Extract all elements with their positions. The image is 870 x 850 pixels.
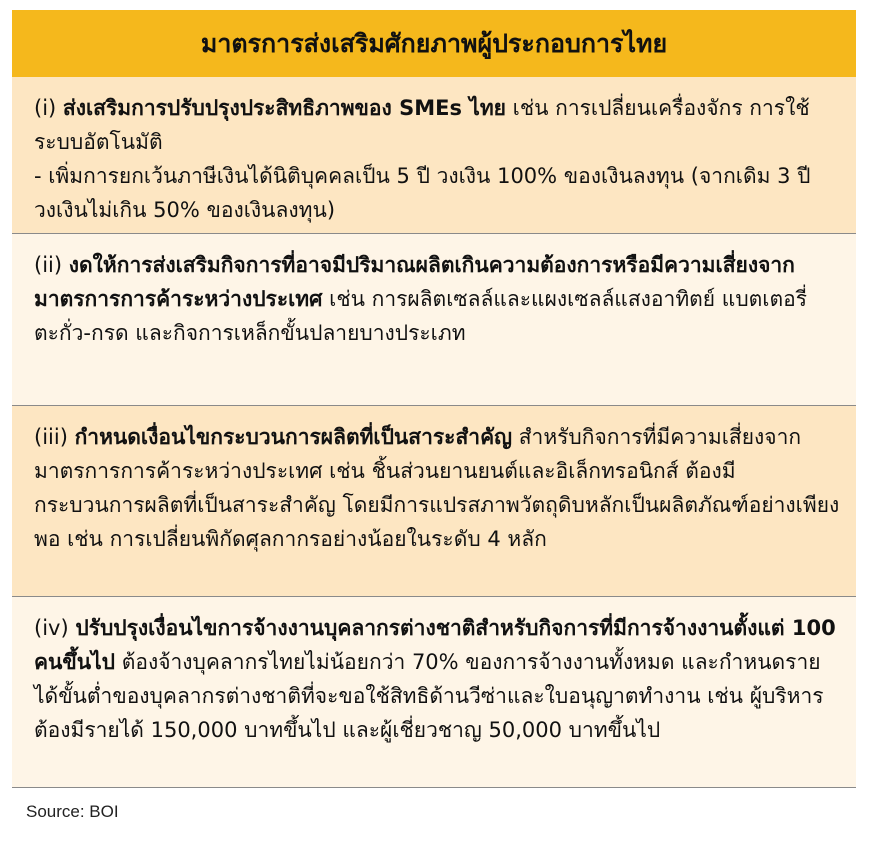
measure-description: เช่น การผลิตเซลล์และแผงเซลล์แสงอาทิตย์ แบตเตอรี่ตะกั่ว-กรด และกิจการเหล็กขั้นปลายบางประเภท: [34, 287, 807, 345]
measure-heading: งดให้การส่งเสริมกิจการที่อาจมีปริมาณผลิตเกินความต้องการหรือมีความเสี่ยงจากมาตรการการค้าระหว่างประเทศ: [34, 253, 795, 311]
measure-number: (i): [34, 96, 57, 120]
measure-row-3: [12, 406, 856, 597]
measure-subpoint: - เพิ่มการยกเว้นภาษีเงินได้นิติบุคคลเป็น 5 ปี วงเงิน 100% ของเงินลงทุน (จากเดิม 3 ปี วงเงินไม่เกิน 50% ของเงินลงทุน): [34, 164, 811, 222]
measure-text: [34, 611, 840, 747]
table-title: มาตรการส่งเสริมศักยภาพผู้ประกอบการไทย: [12, 10, 856, 77]
measure-number: (ii): [34, 253, 63, 277]
measure-heading: ปรับปรุงเงื่อนไขการจ้างงานบุคลากรต่างชาติสำหรับกิจการที่มีการจ้างงานตั้งแต่ 100 คนขึ้นไป: [34, 616, 836, 674]
measure-row-1: [12, 77, 856, 234]
measure-row-4: [12, 597, 856, 788]
measure-text: [34, 91, 840, 159]
measure-text: [34, 248, 840, 350]
source-note: Source: BOI: [26, 802, 119, 821]
measure-description: สำหรับกิจการที่มีความเสี่ยงจากมาตรการการค้าระหว่างประเทศ เช่น ชิ้นส่วนยานยนต์และอิเล็กทรอนิกส์ ต้องมีกระบวนการผลิตที่เป็นสาระสำคัญ โดยมีการแปรสภาพวัตถุดิบหลักเป็นผลิตภัณฑ์อย่างเพียงพอ เช่น การเปลี่ยนพิกัดศุลกากรอย่างน้อยในระดับ 4 หลัก: [34, 425, 840, 551]
measures-table: [12, 10, 856, 788]
measure-row-2: [12, 234, 856, 406]
measure-description: เช่น การเปลี่ยนเครื่องจักร การใช้ระบบอัตโนมัติ: [34, 96, 810, 154]
measure-text: [34, 420, 840, 556]
measure-heading: ส่งเสริมการปรับปรุงประสิทธิภาพของ SMEs ไทย: [62, 96, 506, 120]
measure-number: (iv): [34, 616, 69, 640]
measure-heading: กำหนดเงื่อนไขกระบวนการผลิตที่เป็นสาระสำคัญ: [74, 425, 513, 449]
measure-number: (iii): [34, 425, 68, 449]
measure-description: ต้องจ้างบุคลากรไทยไม่น้อยกว่า 70% ของการจ้างงานทั้งหมด และกำหนดรายได้ขั้นต่ำของบุคลากรต่างชาติที่จะขอใช้สิทธิด้านวีซ่าและใบอนุญาตทำงาน เช่น ผู้บริหารต้องมีรายได้ 150,000 บาทขึ้นไป และผู้เชี่ยวชาญ 50,000 บาทขึ้นไป: [34, 650, 824, 742]
